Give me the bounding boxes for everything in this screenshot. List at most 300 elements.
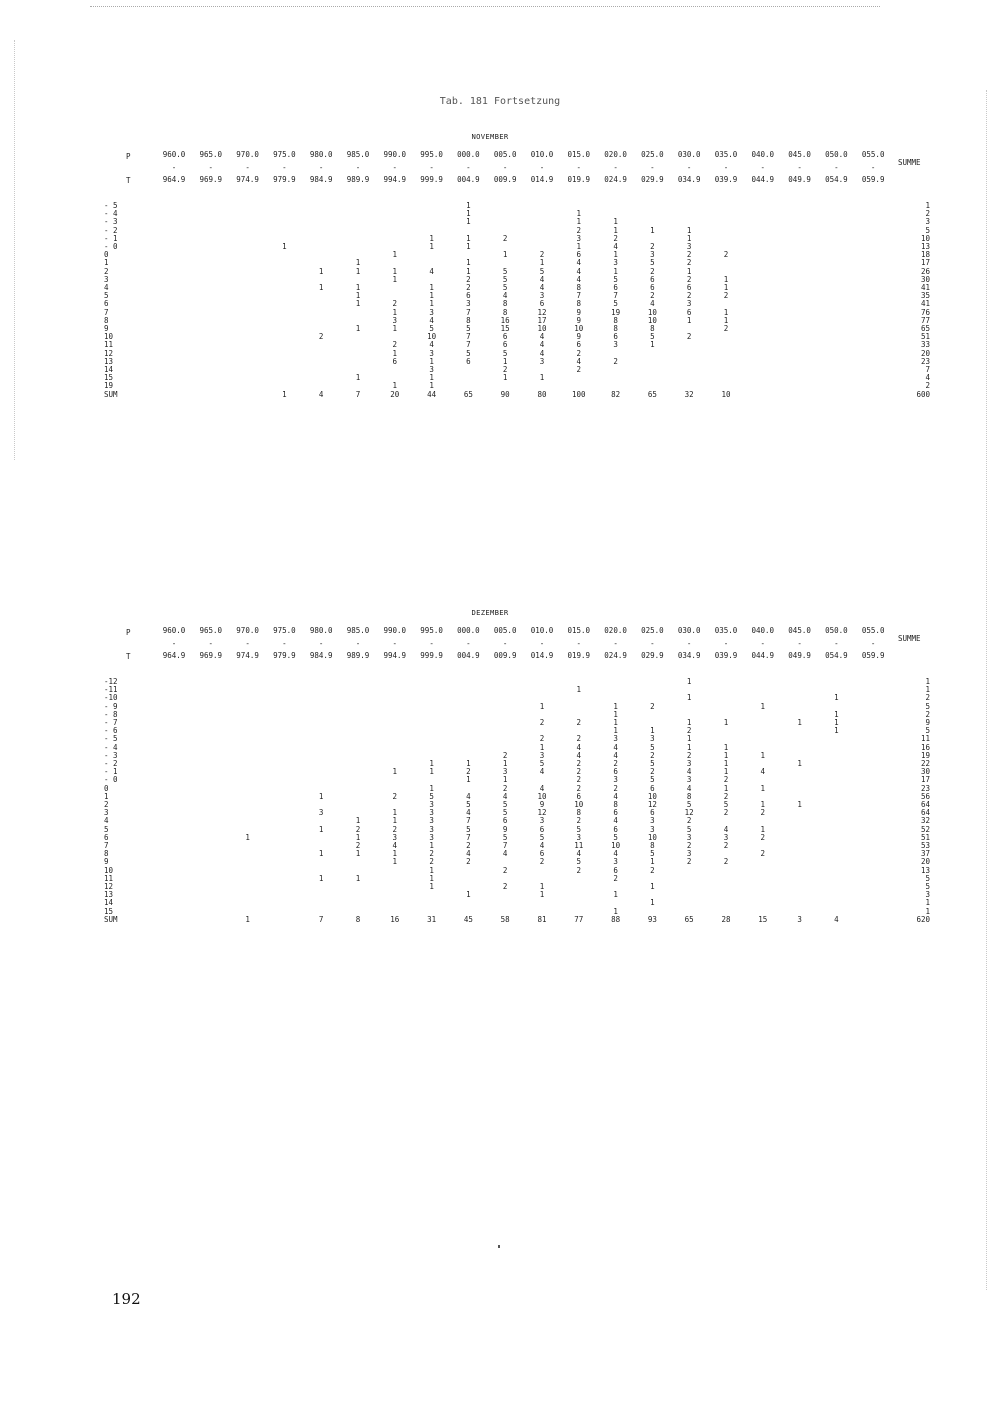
- data-cell: 2: [686, 332, 692, 342]
- row-t-label: - 8: [104, 709, 118, 719]
- data-cell: 2: [355, 841, 361, 850]
- data-cell: 1: [466, 233, 471, 243]
- sum-row-label: SUM: [104, 389, 118, 399]
- p-column-header: 010.0: [530, 150, 554, 159]
- data-cell: 6: [502, 340, 508, 350]
- data-cell: 2: [760, 808, 766, 818]
- data-cell: 1: [355, 373, 361, 383]
- t-column-header: 009.9: [493, 175, 517, 184]
- sum-cell: 16: [390, 914, 400, 924]
- data-cell: 3: [318, 808, 324, 818]
- data-cell: 3: [429, 824, 434, 834]
- data-cell: 2: [576, 783, 582, 793]
- data-cell: 2: [650, 242, 655, 251]
- t-column-header: 059.9: [861, 651, 885, 660]
- t-column-header: 039.9: [714, 651, 738, 660]
- t-column-header: 019.9: [567, 175, 591, 184]
- data-cell: 5: [502, 832, 508, 842]
- data-cell: 4: [539, 348, 545, 358]
- sum-cell: 7: [355, 389, 361, 399]
- data-cell: 1: [760, 701, 766, 711]
- row-t-label: 5: [104, 824, 109, 834]
- data-cell: 1: [429, 783, 434, 793]
- data-cell: 3: [613, 775, 618, 785]
- row-summe-value: 22: [920, 759, 930, 768]
- data-cell: 1: [686, 266, 692, 276]
- data-cell: 1: [466, 266, 471, 276]
- row-t-label: 9: [104, 324, 109, 333]
- row-t-label: - 7: [104, 718, 118, 727]
- data-cell: 1: [686, 734, 692, 744]
- data-cell: 2: [466, 283, 471, 292]
- sum-cell: 1: [282, 389, 287, 399]
- column-dash: -: [834, 639, 839, 648]
- t-column-header: 034.9: [677, 651, 701, 660]
- row-t-label: 3: [104, 274, 109, 284]
- column-dash: -: [466, 163, 471, 172]
- row-t-label: -11: [104, 685, 118, 695]
- data-cell: 4: [650, 299, 655, 309]
- sum-cell: 100: [572, 389, 586, 399]
- summe-column-label: SUMME: [898, 634, 921, 643]
- sum-cell: 20: [390, 389, 400, 399]
- data-cell: 4: [613, 242, 618, 251]
- data-cell: 4: [539, 332, 545, 342]
- data-cell: 4: [686, 767, 692, 777]
- data-cell: 2: [613, 759, 618, 768]
- data-cell: 4: [760, 767, 766, 777]
- data-cell: 2: [466, 857, 471, 867]
- data-cell: 2: [429, 857, 434, 867]
- data-cell: 8: [576, 299, 582, 309]
- p-column-header: 035.0: [714, 626, 738, 635]
- data-cell: 3: [650, 250, 655, 260]
- data-cell: 1: [318, 824, 324, 834]
- data-cell: 3: [613, 857, 618, 867]
- t-column-header: 004.9: [457, 175, 480, 184]
- p-column-header: 055.0: [861, 150, 885, 159]
- data-cell: 5: [502, 808, 508, 818]
- data-cell: 6: [686, 283, 692, 292]
- t-column-header: 994.9: [383, 175, 407, 184]
- data-cell: 4: [502, 849, 508, 859]
- data-cell: 2: [576, 718, 582, 727]
- data-cell: 1: [760, 824, 766, 834]
- p-column-header: 965.0: [199, 626, 223, 635]
- data-cell: 4: [613, 849, 618, 859]
- t-column-header: 989.9: [346, 175, 370, 184]
- data-cell: 6: [613, 865, 618, 875]
- data-cell: 2: [466, 767, 471, 777]
- data-cell: 1: [539, 890, 545, 900]
- data-cell: 8: [466, 315, 471, 325]
- data-cell: 5: [502, 800, 508, 809]
- row-summe-value: 26: [920, 266, 930, 276]
- column-dash: -: [282, 639, 287, 648]
- data-cell: 1: [466, 242, 471, 251]
- scan-right-edge: [986, 90, 987, 1290]
- data-cell: 1: [576, 685, 582, 695]
- data-cell: 1: [723, 767, 729, 777]
- p-column-header: 045.0: [788, 626, 811, 635]
- row-summe-value: 5: [925, 882, 930, 891]
- data-cell: 2: [613, 233, 618, 243]
- data-cell: 7: [466, 332, 471, 342]
- data-cell: 3: [392, 315, 398, 325]
- row-summe-value: 41: [920, 283, 930, 292]
- data-cell: 2: [723, 857, 729, 867]
- row-t-label: 15: [104, 373, 114, 383]
- data-cell: 1: [355, 816, 361, 826]
- data-cell: 6: [650, 283, 655, 292]
- data-cell: 1: [723, 742, 729, 752]
- data-cell: 6: [502, 332, 508, 342]
- row-summe-value: 10: [920, 233, 930, 243]
- data-cell: 5: [613, 299, 618, 309]
- table-month-label: DEZEMBER: [471, 608, 509, 617]
- data-cell: 3: [686, 849, 692, 859]
- scan-top-edge: [90, 6, 880, 7]
- t-column-header: 024.9: [604, 651, 627, 660]
- p-column-header: 055.0: [861, 626, 885, 635]
- data-cell: 5: [650, 258, 655, 268]
- data-cell: 2: [723, 291, 729, 301]
- data-cell: 3: [429, 307, 434, 317]
- data-cell: 2: [392, 340, 398, 350]
- row-summe-value: 20: [920, 857, 930, 867]
- p-column-header: 960.0: [162, 150, 186, 159]
- p-column-header: 985.0: [346, 150, 370, 159]
- data-cell: 1: [392, 381, 398, 391]
- sum-cell: 4: [834, 914, 839, 924]
- data-cell: 4: [576, 356, 582, 366]
- data-cell: 15: [500, 324, 510, 333]
- row-summe-value: 13: [920, 865, 930, 875]
- t-column-header: 024.9: [604, 175, 627, 184]
- data-cell: 1: [429, 242, 434, 251]
- t-axis-label: T: [126, 176, 131, 185]
- data-cell: 2: [392, 791, 398, 801]
- data-cell: 4: [392, 841, 398, 850]
- row-t-label: 19: [104, 381, 114, 391]
- data-cell: 2: [466, 274, 471, 284]
- row-summe-value: 1: [925, 898, 930, 908]
- row-summe-value: 3: [925, 890, 930, 900]
- data-cell: 8: [502, 307, 508, 317]
- data-cell: 1: [466, 775, 471, 785]
- data-cell: 1: [318, 849, 324, 859]
- data-cell: 1: [392, 266, 398, 276]
- row-summe-value: 37: [920, 849, 930, 859]
- data-cell: 6: [613, 332, 618, 342]
- p-column-header: 025.0: [641, 150, 664, 159]
- data-cell: 1: [686, 693, 692, 703]
- data-cell: 4: [539, 783, 545, 793]
- column-dash: -: [686, 639, 692, 648]
- data-cell: 3: [613, 734, 618, 744]
- data-cell: 2: [686, 258, 692, 268]
- data-cell: 1: [650, 882, 655, 891]
- t-column-header: 979.9: [273, 651, 296, 660]
- data-cell: 5: [650, 759, 655, 768]
- p-axis-label: P: [126, 152, 131, 161]
- data-cell: 9: [502, 824, 508, 834]
- sum-cell: 45: [463, 914, 473, 924]
- row-t-label: - 1: [104, 767, 118, 777]
- data-cell: 8: [613, 315, 618, 325]
- p-column-header: 025.0: [641, 626, 664, 635]
- data-cell: 1: [392, 250, 398, 260]
- data-cell: 3: [539, 750, 545, 760]
- data-cell: 1: [686, 677, 692, 686]
- data-cell: 7: [466, 816, 471, 826]
- column-dash: -: [576, 639, 582, 648]
- data-cell: 2: [539, 857, 545, 867]
- data-cell: 5: [613, 274, 618, 284]
- row-summe-value: 16: [920, 742, 930, 752]
- page-number: 192: [112, 1290, 141, 1308]
- p-column-header: 960.0: [162, 626, 186, 635]
- data-cell: 6: [650, 274, 655, 284]
- data-cell: 3: [429, 816, 434, 826]
- data-cell: 1: [723, 718, 729, 727]
- data-cell: 6: [539, 824, 545, 834]
- sum-cell: 8: [355, 914, 361, 924]
- data-cell: 10: [537, 324, 547, 333]
- data-cell: 5: [686, 800, 692, 809]
- sum-cell: 4: [318, 389, 324, 399]
- data-cell: 2: [502, 365, 508, 374]
- row-summe-value: 1: [925, 906, 930, 916]
- t-column-header: 044.9: [751, 175, 775, 184]
- data-cell: 5: [429, 791, 434, 801]
- data-cell: 2: [613, 873, 618, 883]
- data-cell: 3: [502, 767, 508, 777]
- sum-cell: 82: [611, 389, 621, 399]
- data-cell: 4: [429, 340, 434, 350]
- data-cell: 10: [574, 800, 584, 809]
- data-cell: 2: [502, 783, 508, 793]
- data-cell: 1: [613, 726, 618, 736]
- sum-cell: 31: [427, 914, 437, 924]
- data-cell: 1: [392, 857, 398, 867]
- data-cell: 6: [576, 250, 582, 260]
- sum-cell: 77: [574, 914, 584, 924]
- data-cell: 1: [650, 898, 655, 908]
- row-summe-value: 35: [920, 291, 930, 301]
- row-t-label: 6: [104, 832, 109, 842]
- data-cell: 2: [686, 857, 692, 867]
- data-cell: 6: [466, 356, 471, 366]
- row-t-label: - 9: [104, 701, 118, 711]
- data-cell: 1: [392, 816, 398, 826]
- data-cell: 8: [576, 283, 582, 292]
- row-t-label: - 5: [104, 201, 118, 210]
- row-t-label: - 5: [104, 734, 118, 744]
- data-cell: 1: [686, 742, 692, 752]
- p-column-header: 015.0: [567, 150, 591, 159]
- data-cell: 5: [650, 775, 655, 785]
- p-column-header: 050.0: [825, 150, 848, 159]
- column-dash: -: [576, 163, 582, 172]
- data-cell: 6: [539, 299, 545, 309]
- data-cell: 3: [576, 832, 582, 842]
- data-cell: 2: [760, 849, 766, 859]
- p-column-header: 005.0: [493, 626, 517, 635]
- p-column-header: 015.0: [567, 626, 591, 635]
- column-dash: -: [392, 163, 398, 172]
- data-cell: 1: [429, 283, 434, 292]
- data-cell: 2: [650, 266, 655, 276]
- data-cell: 1: [466, 217, 471, 227]
- data-cell: 5: [502, 348, 508, 358]
- column-dash: -: [245, 163, 250, 172]
- data-cell: 3: [539, 356, 545, 366]
- row-t-label: 5: [104, 291, 109, 301]
- data-cell: 3: [686, 299, 692, 309]
- row-summe-value: 41: [920, 299, 930, 309]
- data-cell: 1: [539, 373, 545, 383]
- t-column-header: 009.9: [493, 651, 517, 660]
- data-cell: 3: [392, 832, 398, 842]
- row-t-label: - 0: [104, 775, 118, 785]
- p-column-header: 985.0: [346, 626, 370, 635]
- data-cell: 12: [684, 808, 694, 818]
- data-cell: 1: [355, 283, 361, 292]
- data-cell: 5: [502, 266, 508, 276]
- data-cell: 3: [539, 816, 545, 826]
- data-cell: 1: [355, 299, 361, 309]
- data-cell: 3: [650, 824, 655, 834]
- summe-column-label: SUMME: [898, 158, 921, 167]
- data-cell: 2: [576, 775, 582, 785]
- data-cell: 2: [502, 865, 508, 875]
- row-summe-value: 5: [925, 701, 930, 711]
- data-cell: 1: [429, 882, 434, 891]
- data-cell: 1: [834, 718, 839, 727]
- row-t-label: 2: [104, 266, 109, 276]
- t-column-header: 969.9: [199, 175, 223, 184]
- data-cell: 1: [466, 209, 471, 219]
- row-t-label: 1: [104, 791, 109, 801]
- row-t-label: - 3: [104, 217, 118, 227]
- data-cell: 2: [723, 791, 729, 801]
- data-cell: 9: [576, 332, 582, 342]
- data-cell: 6: [502, 816, 508, 826]
- row-summe-value: 11: [920, 734, 930, 744]
- sum-cell: 80: [537, 389, 547, 399]
- data-cell: 1: [392, 348, 398, 358]
- data-cell: 7: [466, 307, 471, 317]
- row-t-label: - 2: [104, 759, 118, 768]
- data-cell: 5: [650, 332, 655, 342]
- data-cell: 9: [576, 307, 582, 317]
- data-cell: 1: [355, 832, 361, 842]
- row-summe-value: 17: [920, 258, 930, 268]
- data-cell: 1: [539, 701, 545, 711]
- row-t-label: - 2: [104, 225, 118, 235]
- p-column-header: 990.0: [383, 626, 407, 635]
- data-cell: 1: [429, 373, 434, 383]
- row-t-label: 9: [104, 857, 109, 867]
- data-cell: 1: [429, 767, 434, 777]
- row-t-label: 10: [104, 332, 114, 342]
- column-dash: -: [171, 639, 177, 648]
- p-column-header: 030.0: [677, 626, 701, 635]
- data-cell: 5: [650, 849, 655, 859]
- t-column-header: 029.9: [641, 651, 664, 660]
- data-cell: 4: [466, 791, 471, 801]
- column-dash: -: [539, 639, 545, 648]
- t-column-header: 049.9: [788, 175, 811, 184]
- data-cell: 1: [355, 873, 361, 883]
- data-cell: 2: [686, 250, 692, 260]
- data-cell: 4: [539, 340, 545, 350]
- data-cell: 4: [576, 742, 582, 752]
- data-cell: 5: [502, 274, 508, 284]
- row-t-label: - 4: [104, 742, 118, 752]
- sum-cell: 65: [647, 389, 657, 399]
- data-cell: 1: [613, 225, 618, 235]
- row-t-label: 7: [104, 841, 109, 850]
- row-t-label: 0: [104, 783, 109, 793]
- data-cell: 3: [686, 775, 692, 785]
- data-cell: 2: [576, 767, 582, 777]
- data-cell: 2: [650, 701, 655, 711]
- column-dash: -: [171, 163, 177, 172]
- data-cell: 8: [686, 791, 692, 801]
- p-column-header: 045.0: [788, 150, 811, 159]
- data-cell: 2: [429, 849, 434, 859]
- data-cell: 2: [576, 759, 582, 768]
- data-cell: 1: [760, 750, 766, 760]
- t-column-header: 049.9: [788, 651, 811, 660]
- data-cell: 2: [723, 841, 729, 850]
- data-cell: 5: [539, 759, 545, 768]
- data-cell: 3: [650, 734, 655, 744]
- p-column-header: 005.0: [493, 150, 517, 159]
- data-cell: 6: [576, 340, 582, 350]
- t-column-header: 014.9: [530, 651, 554, 660]
- row-summe-value: 18: [920, 250, 930, 260]
- column-dash: -: [760, 639, 766, 648]
- data-cell: 4: [576, 274, 582, 284]
- row-summe-value: 2: [925, 381, 930, 391]
- data-cell: 7: [466, 340, 471, 350]
- data-cell: 3: [613, 340, 618, 350]
- row-t-label: - 6: [104, 726, 118, 736]
- data-cell: 2: [576, 865, 582, 875]
- p-column-header: 995.0: [420, 150, 443, 159]
- data-cell: 1: [502, 775, 508, 785]
- row-summe-value: 17: [920, 775, 930, 785]
- data-cell: 5: [539, 266, 545, 276]
- data-cell: 1: [355, 291, 361, 301]
- row-t-label: 11: [104, 340, 114, 350]
- data-cell: 2: [576, 348, 582, 358]
- column-dash: -: [760, 163, 766, 172]
- data-cell: 1: [723, 750, 729, 760]
- data-cell: 1: [466, 759, 471, 768]
- data-cell: 8: [613, 324, 618, 333]
- data-cell: 1: [429, 356, 434, 366]
- data-cell: 1: [650, 340, 655, 350]
- data-cell: 3: [723, 832, 729, 842]
- data-cell: 10: [611, 841, 621, 850]
- table-month-label: NOVEMBER: [471, 132, 509, 141]
- data-cell: 6: [613, 767, 618, 777]
- data-cell: 5: [539, 832, 545, 842]
